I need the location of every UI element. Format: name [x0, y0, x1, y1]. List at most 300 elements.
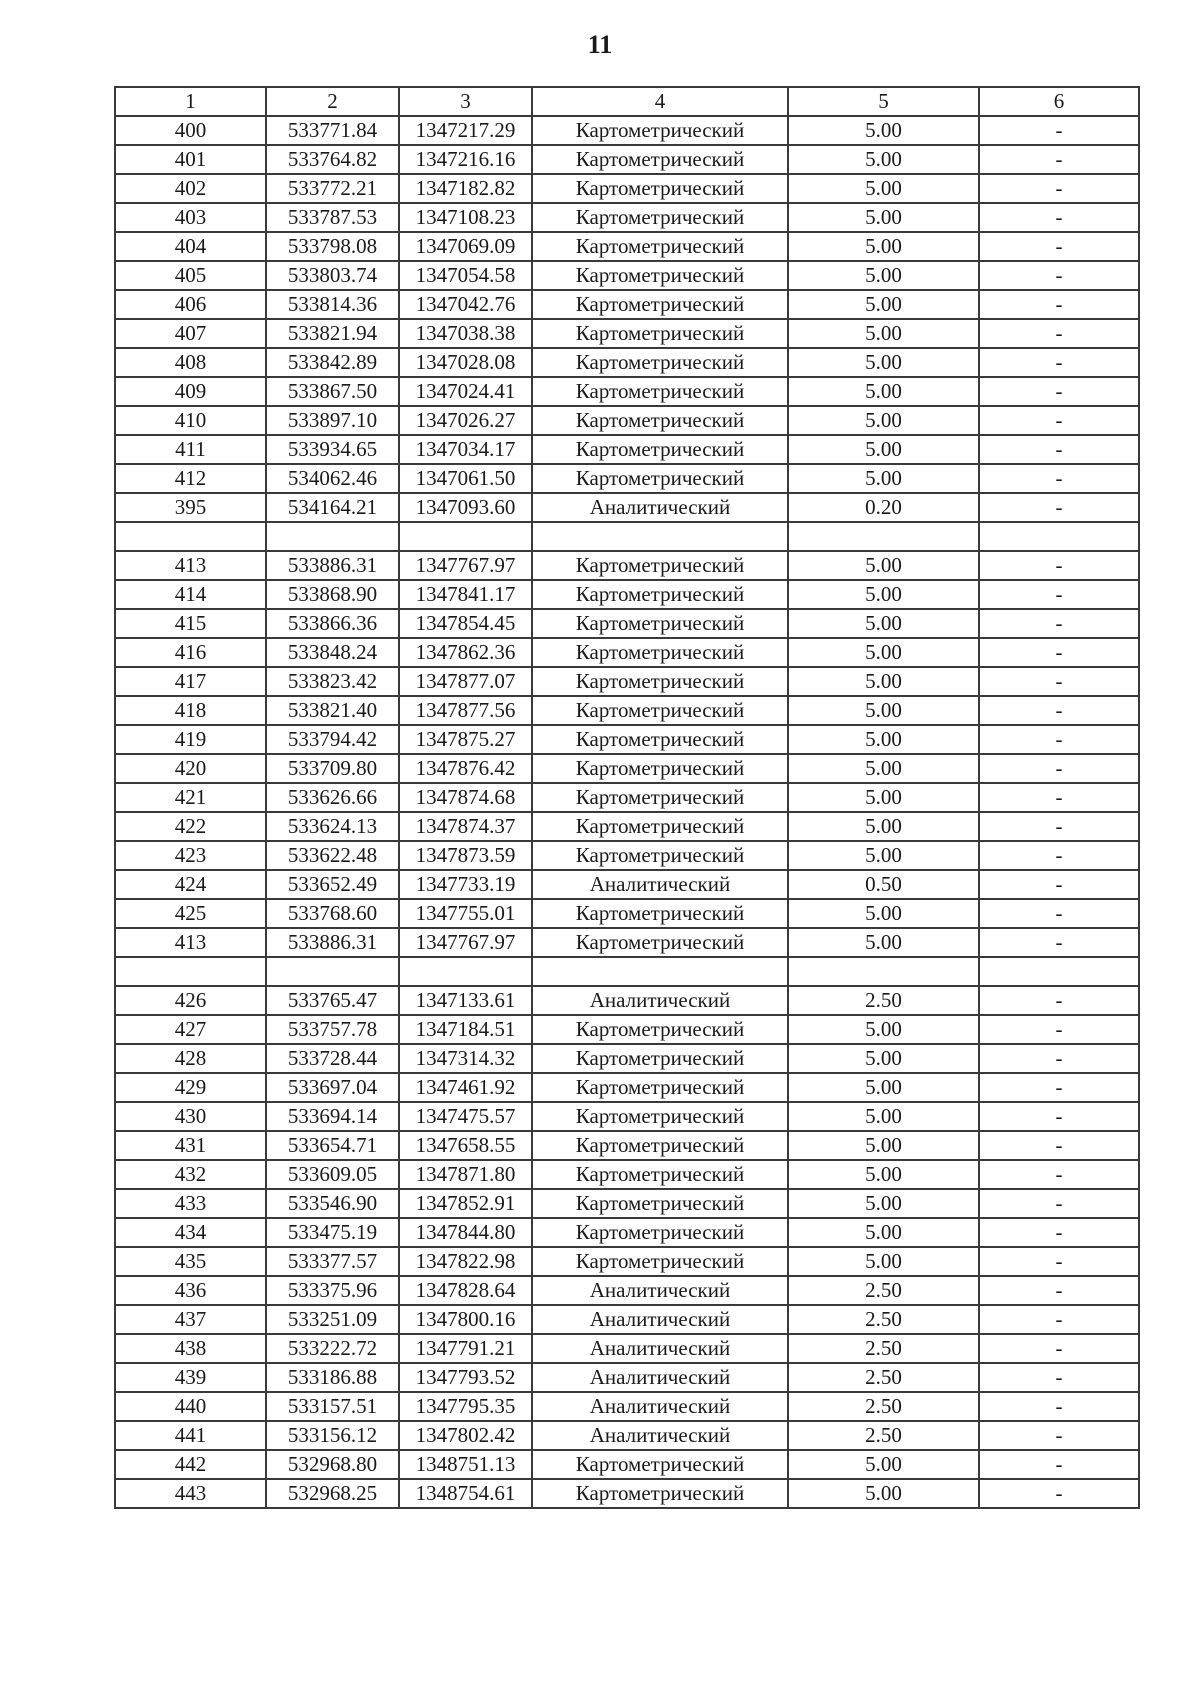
x-coordinate-cell: 533803.74 — [266, 261, 399, 290]
accuracy-cell: 5.00 — [788, 1073, 979, 1102]
column-header: 5 — [788, 87, 979, 116]
table-row — [115, 348, 1139, 377]
note-cell: - — [979, 1160, 1139, 1189]
y-coordinate-cell: 1347034.17 — [399, 435, 532, 464]
x-coordinate-cell — [266, 957, 399, 986]
accuracy-cell: 2.50 — [788, 1363, 979, 1392]
x-coordinate-cell: 533375.96 — [266, 1276, 399, 1305]
note-cell: - — [979, 580, 1139, 609]
y-coordinate-cell: 1347042.76 — [399, 290, 532, 319]
x-coordinate-cell: 533475.19 — [266, 1218, 399, 1247]
x-coordinate-cell: 533798.08 — [266, 232, 399, 261]
table-row — [115, 812, 1139, 841]
y-coordinate-cell: 1347184.51 — [399, 1015, 532, 1044]
method-cell: Картометрический — [532, 754, 788, 783]
point-number-cell: 419 — [115, 725, 266, 754]
accuracy-cell: 5.00 — [788, 1450, 979, 1479]
accuracy-cell: 5.00 — [788, 1015, 979, 1044]
point-number-cell: 432 — [115, 1160, 266, 1189]
x-coordinate-cell: 533654.71 — [266, 1131, 399, 1160]
method-cell: Картометрический — [532, 116, 788, 145]
note-cell: - — [979, 1015, 1139, 1044]
table-row — [115, 667, 1139, 696]
note-cell: - — [979, 609, 1139, 638]
x-coordinate-cell: 533842.89 — [266, 348, 399, 377]
table-row — [115, 841, 1139, 870]
table-row — [115, 145, 1139, 174]
table-row — [115, 493, 1139, 522]
method-cell: Картометрический — [532, 319, 788, 348]
x-coordinate-cell: 533622.48 — [266, 841, 399, 870]
y-coordinate-cell: 1347862.36 — [399, 638, 532, 667]
accuracy-cell: 5.00 — [788, 667, 979, 696]
x-coordinate-cell: 533765.47 — [266, 986, 399, 1015]
point-number-cell: 427 — [115, 1015, 266, 1044]
accuracy-cell: 5.00 — [788, 1479, 979, 1508]
method-cell: Картометрический — [532, 1479, 788, 1508]
note-cell: - — [979, 754, 1139, 783]
y-coordinate-cell: 1347828.64 — [399, 1276, 532, 1305]
note-cell: - — [979, 696, 1139, 725]
accuracy-cell: 2.50 — [788, 1334, 979, 1363]
column-header: 2 — [266, 87, 399, 116]
point-number-cell: 437 — [115, 1305, 266, 1334]
note-cell: - — [979, 1189, 1139, 1218]
method-cell: Картометрический — [532, 348, 788, 377]
method-cell: Аналитический — [532, 1421, 788, 1450]
x-coordinate-cell: 533897.10 — [266, 406, 399, 435]
table-row — [115, 116, 1139, 145]
y-coordinate-cell: 1347108.23 — [399, 203, 532, 232]
table-row — [115, 1421, 1139, 1450]
y-coordinate-cell: 1347658.55 — [399, 1131, 532, 1160]
method-cell: Аналитический — [532, 1276, 788, 1305]
method-cell: Картометрический — [532, 725, 788, 754]
x-coordinate-cell: 534164.21 — [266, 493, 399, 522]
x-coordinate-cell: 533652.49 — [266, 870, 399, 899]
table-row — [115, 783, 1139, 812]
accuracy-cell: 5.00 — [788, 1247, 979, 1276]
y-coordinate-cell: 1347822.98 — [399, 1247, 532, 1276]
x-coordinate-cell: 533251.09 — [266, 1305, 399, 1334]
x-coordinate-cell: 533764.82 — [266, 145, 399, 174]
y-coordinate-cell: 1347733.19 — [399, 870, 532, 899]
point-number-cell: 425 — [115, 899, 266, 928]
point-number-cell: 401 — [115, 145, 266, 174]
table-row — [115, 464, 1139, 493]
table-row — [115, 1218, 1139, 1247]
accuracy-cell: 5.00 — [788, 203, 979, 232]
table-row — [115, 870, 1139, 899]
point-number-cell — [115, 957, 266, 986]
table-row — [115, 551, 1139, 580]
note-cell: - — [979, 667, 1139, 696]
accuracy-cell — [788, 522, 979, 551]
method-cell: Картометрический — [532, 667, 788, 696]
note-cell: - — [979, 1044, 1139, 1073]
x-coordinate-cell: 533886.31 — [266, 551, 399, 580]
method-cell: Картометрический — [532, 841, 788, 870]
note-cell: - — [979, 1363, 1139, 1392]
point-number-cell: 434 — [115, 1218, 266, 1247]
table-row — [115, 1131, 1139, 1160]
accuracy-cell: 2.50 — [788, 1421, 979, 1450]
y-coordinate-cell: 1347852.91 — [399, 1189, 532, 1218]
x-coordinate-cell: 533934.65 — [266, 435, 399, 464]
table-row — [115, 1305, 1139, 1334]
method-cell — [532, 957, 788, 986]
accuracy-cell: 0.20 — [788, 493, 979, 522]
point-number-cell: 422 — [115, 812, 266, 841]
table-row — [115, 1334, 1139, 1363]
note-cell: - — [979, 406, 1139, 435]
point-number-cell: 409 — [115, 377, 266, 406]
table-row — [115, 928, 1139, 957]
accuracy-cell: 5.00 — [788, 290, 979, 319]
note-cell: - — [979, 1305, 1139, 1334]
accuracy-cell: 5.00 — [788, 261, 979, 290]
column-header: 3 — [399, 87, 532, 116]
method-cell: Картометрический — [532, 232, 788, 261]
table-row — [115, 1044, 1139, 1073]
method-cell: Аналитический — [532, 986, 788, 1015]
accuracy-cell: 0.50 — [788, 870, 979, 899]
point-number-cell: 395 — [115, 493, 266, 522]
table-row — [115, 522, 1139, 551]
point-number-cell: 405 — [115, 261, 266, 290]
accuracy-cell: 5.00 — [788, 1044, 979, 1073]
accuracy-cell: 5.00 — [788, 841, 979, 870]
accuracy-cell: 5.00 — [788, 116, 979, 145]
accuracy-cell: 5.00 — [788, 609, 979, 638]
y-coordinate-cell: 1347755.01 — [399, 899, 532, 928]
point-number-cell: 413 — [115, 928, 266, 957]
y-coordinate-cell: 1347475.57 — [399, 1102, 532, 1131]
note-cell: - — [979, 116, 1139, 145]
method-cell: Картометрический — [532, 203, 788, 232]
x-coordinate-cell: 533697.04 — [266, 1073, 399, 1102]
x-coordinate-cell: 532968.80 — [266, 1450, 399, 1479]
point-number-cell: 406 — [115, 290, 266, 319]
note-cell: - — [979, 1421, 1139, 1450]
method-cell: Картометрический — [532, 551, 788, 580]
accuracy-cell: 5.00 — [788, 1189, 979, 1218]
point-number-cell: 436 — [115, 1276, 266, 1305]
accuracy-cell: 5.00 — [788, 348, 979, 377]
point-number-cell: 416 — [115, 638, 266, 667]
x-coordinate-cell: 532968.25 — [266, 1479, 399, 1508]
point-number-cell: 411 — [115, 435, 266, 464]
point-number-cell: 426 — [115, 986, 266, 1015]
x-coordinate-cell: 533821.94 — [266, 319, 399, 348]
note-cell: - — [979, 348, 1139, 377]
method-cell: Картометрический — [532, 1160, 788, 1189]
y-coordinate-cell: 1347877.07 — [399, 667, 532, 696]
y-coordinate-cell: 1347061.50 — [399, 464, 532, 493]
point-number-cell: 428 — [115, 1044, 266, 1073]
method-cell: Аналитический — [532, 493, 788, 522]
x-coordinate-cell: 533186.88 — [266, 1363, 399, 1392]
table-row — [115, 406, 1139, 435]
point-number-cell: 438 — [115, 1334, 266, 1363]
table-row — [115, 986, 1139, 1015]
accuracy-cell: 5.00 — [788, 783, 979, 812]
point-number-cell: 420 — [115, 754, 266, 783]
method-cell: Картометрический — [532, 1073, 788, 1102]
y-coordinate-cell: 1347874.68 — [399, 783, 532, 812]
note-cell: - — [979, 1218, 1139, 1247]
table-row — [115, 1363, 1139, 1392]
x-coordinate-cell: 533709.80 — [266, 754, 399, 783]
y-coordinate-cell: 1347216.16 — [399, 145, 532, 174]
accuracy-cell: 2.50 — [788, 986, 979, 1015]
note-cell: - — [979, 725, 1139, 754]
table-row — [115, 1160, 1139, 1189]
y-coordinate-cell: 1347854.45 — [399, 609, 532, 638]
table-row — [115, 696, 1139, 725]
accuracy-cell: 5.00 — [788, 377, 979, 406]
note-cell: - — [979, 1102, 1139, 1131]
table-row — [115, 1392, 1139, 1421]
note-cell: - — [979, 1392, 1139, 1421]
table-row — [115, 174, 1139, 203]
accuracy-cell: 5.00 — [788, 754, 979, 783]
x-coordinate-cell: 533377.57 — [266, 1247, 399, 1276]
x-coordinate-cell: 533757.78 — [266, 1015, 399, 1044]
y-coordinate-cell — [399, 957, 532, 986]
accuracy-cell: 5.00 — [788, 638, 979, 667]
accuracy-cell: 2.50 — [788, 1305, 979, 1334]
table-row — [115, 1276, 1139, 1305]
point-number-cell: 417 — [115, 667, 266, 696]
method-cell: Картометрический — [532, 174, 788, 203]
note-cell — [979, 957, 1139, 986]
accuracy-cell: 5.00 — [788, 232, 979, 261]
point-number-cell: 429 — [115, 1073, 266, 1102]
x-coordinate-cell: 533157.51 — [266, 1392, 399, 1421]
x-coordinate-cell: 533772.21 — [266, 174, 399, 203]
table-row — [115, 638, 1139, 667]
point-number-cell: 414 — [115, 580, 266, 609]
table-row — [115, 1073, 1139, 1102]
table-row — [115, 261, 1139, 290]
note-cell: - — [979, 783, 1139, 812]
point-number-cell: 442 — [115, 1450, 266, 1479]
method-cell: Картометрический — [532, 812, 788, 841]
y-coordinate-cell: 1347800.16 — [399, 1305, 532, 1334]
x-coordinate-cell: 533728.44 — [266, 1044, 399, 1073]
method-cell — [532, 522, 788, 551]
y-coordinate-cell: 1347873.59 — [399, 841, 532, 870]
note-cell: - — [979, 377, 1139, 406]
point-number-cell: 440 — [115, 1392, 266, 1421]
x-coordinate-cell: 533222.72 — [266, 1334, 399, 1363]
y-coordinate-cell: 1347028.08 — [399, 348, 532, 377]
point-number-cell: 433 — [115, 1189, 266, 1218]
accuracy-cell: 5.00 — [788, 174, 979, 203]
note-cell: - — [979, 319, 1139, 348]
y-coordinate-cell: 1347874.37 — [399, 812, 532, 841]
method-cell: Аналитический — [532, 870, 788, 899]
x-coordinate-cell: 533624.13 — [266, 812, 399, 841]
note-cell: - — [979, 928, 1139, 957]
point-number-cell: 421 — [115, 783, 266, 812]
note-cell: - — [979, 986, 1139, 1015]
method-cell: Картометрический — [532, 435, 788, 464]
note-cell: - — [979, 464, 1139, 493]
table-row — [115, 232, 1139, 261]
table-row — [115, 899, 1139, 928]
accuracy-cell: 5.00 — [788, 899, 979, 928]
table-row — [115, 725, 1139, 754]
x-coordinate-cell: 533814.36 — [266, 290, 399, 319]
table-row — [115, 377, 1139, 406]
y-coordinate-cell: 1347871.80 — [399, 1160, 532, 1189]
method-cell: Картометрический — [532, 1102, 788, 1131]
x-coordinate-cell: 533868.90 — [266, 580, 399, 609]
note-cell: - — [979, 1479, 1139, 1508]
note-cell: - — [979, 493, 1139, 522]
point-number-cell: 400 — [115, 116, 266, 145]
x-coordinate-cell: 533768.60 — [266, 899, 399, 928]
y-coordinate-cell: 1347182.82 — [399, 174, 532, 203]
accuracy-cell: 5.00 — [788, 551, 979, 580]
note-cell: - — [979, 435, 1139, 464]
x-coordinate-cell: 533886.31 — [266, 928, 399, 957]
table-row — [115, 609, 1139, 638]
table-header-row — [115, 87, 1139, 116]
x-coordinate-cell: 533866.36 — [266, 609, 399, 638]
x-coordinate-cell: 533626.66 — [266, 783, 399, 812]
point-number-cell: 439 — [115, 1363, 266, 1392]
method-cell: Картометрический — [532, 145, 788, 174]
note-cell: - — [979, 1073, 1139, 1102]
y-coordinate-cell: 1347795.35 — [399, 1392, 532, 1421]
method-cell: Аналитический — [532, 1363, 788, 1392]
table-row — [115, 1247, 1139, 1276]
point-number-cell: 408 — [115, 348, 266, 377]
y-coordinate-cell: 1347314.32 — [399, 1044, 532, 1073]
x-coordinate-cell: 533867.50 — [266, 377, 399, 406]
point-number-cell: 402 — [115, 174, 266, 203]
x-coordinate-cell: 533821.40 — [266, 696, 399, 725]
table-body — [115, 116, 1139, 1508]
accuracy-cell: 5.00 — [788, 928, 979, 957]
point-number-cell: 431 — [115, 1131, 266, 1160]
point-number-cell: 435 — [115, 1247, 266, 1276]
table-row — [115, 1450, 1139, 1479]
method-cell: Картометрический — [532, 696, 788, 725]
note-cell: - — [979, 1450, 1139, 1479]
method-cell: Картометрический — [532, 638, 788, 667]
accuracy-cell: 5.00 — [788, 319, 979, 348]
point-number-cell: 404 — [115, 232, 266, 261]
accuracy-cell: 5.00 — [788, 406, 979, 435]
y-coordinate-cell: 1347038.38 — [399, 319, 532, 348]
accuracy-cell: 5.00 — [788, 1102, 979, 1131]
note-cell: - — [979, 638, 1139, 667]
note-cell: - — [979, 261, 1139, 290]
x-coordinate-cell: 533787.53 — [266, 203, 399, 232]
accuracy-cell: 2.50 — [788, 1392, 979, 1421]
method-cell: Картометрический — [532, 899, 788, 928]
x-coordinate-cell: 533546.90 — [266, 1189, 399, 1218]
method-cell: Картометрический — [532, 1218, 788, 1247]
method-cell: Картометрический — [532, 1044, 788, 1073]
method-cell: Аналитический — [532, 1305, 788, 1334]
note-cell: - — [979, 870, 1139, 899]
x-coordinate-cell: 533609.05 — [266, 1160, 399, 1189]
point-number-cell: 443 — [115, 1479, 266, 1508]
column-header: 4 — [532, 87, 788, 116]
point-number-cell: 441 — [115, 1421, 266, 1450]
y-coordinate-cell: 1347802.42 — [399, 1421, 532, 1450]
y-coordinate-cell: 1347844.80 — [399, 1218, 532, 1247]
x-coordinate-cell — [266, 522, 399, 551]
accuracy-cell: 5.00 — [788, 725, 979, 754]
y-coordinate-cell — [399, 522, 532, 551]
y-coordinate-cell: 1347054.58 — [399, 261, 532, 290]
accuracy-cell: 5.00 — [788, 812, 979, 841]
note-cell: - — [979, 232, 1139, 261]
table-row — [115, 1102, 1139, 1131]
method-cell: Картометрический — [532, 377, 788, 406]
y-coordinate-cell: 1347875.27 — [399, 725, 532, 754]
accuracy-cell: 5.00 — [788, 696, 979, 725]
x-coordinate-cell: 533694.14 — [266, 1102, 399, 1131]
method-cell: Картометрический — [532, 1189, 788, 1218]
note-cell: - — [979, 551, 1139, 580]
note-cell: - — [979, 174, 1139, 203]
y-coordinate-cell: 1348751.13 — [399, 1450, 532, 1479]
accuracy-cell: 5.00 — [788, 464, 979, 493]
x-coordinate-cell: 533823.42 — [266, 667, 399, 696]
point-number-cell: 413 — [115, 551, 266, 580]
note-cell: - — [979, 1247, 1139, 1276]
accuracy-cell: 5.00 — [788, 1218, 979, 1247]
point-number-cell — [115, 522, 266, 551]
y-coordinate-cell: 1347877.56 — [399, 696, 532, 725]
note-cell: - — [979, 1276, 1139, 1305]
table-row — [115, 1015, 1139, 1044]
method-cell: Картометрический — [532, 464, 788, 493]
y-coordinate-cell: 1347026.27 — [399, 406, 532, 435]
column-header: 1 — [115, 87, 266, 116]
y-coordinate-cell: 1347793.52 — [399, 1363, 532, 1392]
table-row — [115, 203, 1139, 232]
accuracy-cell — [788, 957, 979, 986]
y-coordinate-cell: 1347461.92 — [399, 1073, 532, 1102]
table-row — [115, 290, 1139, 319]
y-coordinate-cell: 1347876.42 — [399, 754, 532, 783]
note-cell: - — [979, 145, 1139, 174]
note-cell: - — [979, 290, 1139, 319]
table-row — [115, 435, 1139, 464]
x-coordinate-cell: 533156.12 — [266, 1421, 399, 1450]
y-coordinate-cell: 1347767.97 — [399, 928, 532, 957]
table-row — [115, 1479, 1139, 1508]
y-coordinate-cell: 1347024.41 — [399, 377, 532, 406]
method-cell: Картометрический — [532, 1015, 788, 1044]
table-row — [115, 957, 1139, 986]
table-row — [115, 1189, 1139, 1218]
point-number-cell: 412 — [115, 464, 266, 493]
x-coordinate-cell: 533848.24 — [266, 638, 399, 667]
point-number-cell: 407 — [115, 319, 266, 348]
point-number-cell: 415 — [115, 609, 266, 638]
point-number-cell: 403 — [115, 203, 266, 232]
method-cell: Картометрический — [532, 1247, 788, 1276]
